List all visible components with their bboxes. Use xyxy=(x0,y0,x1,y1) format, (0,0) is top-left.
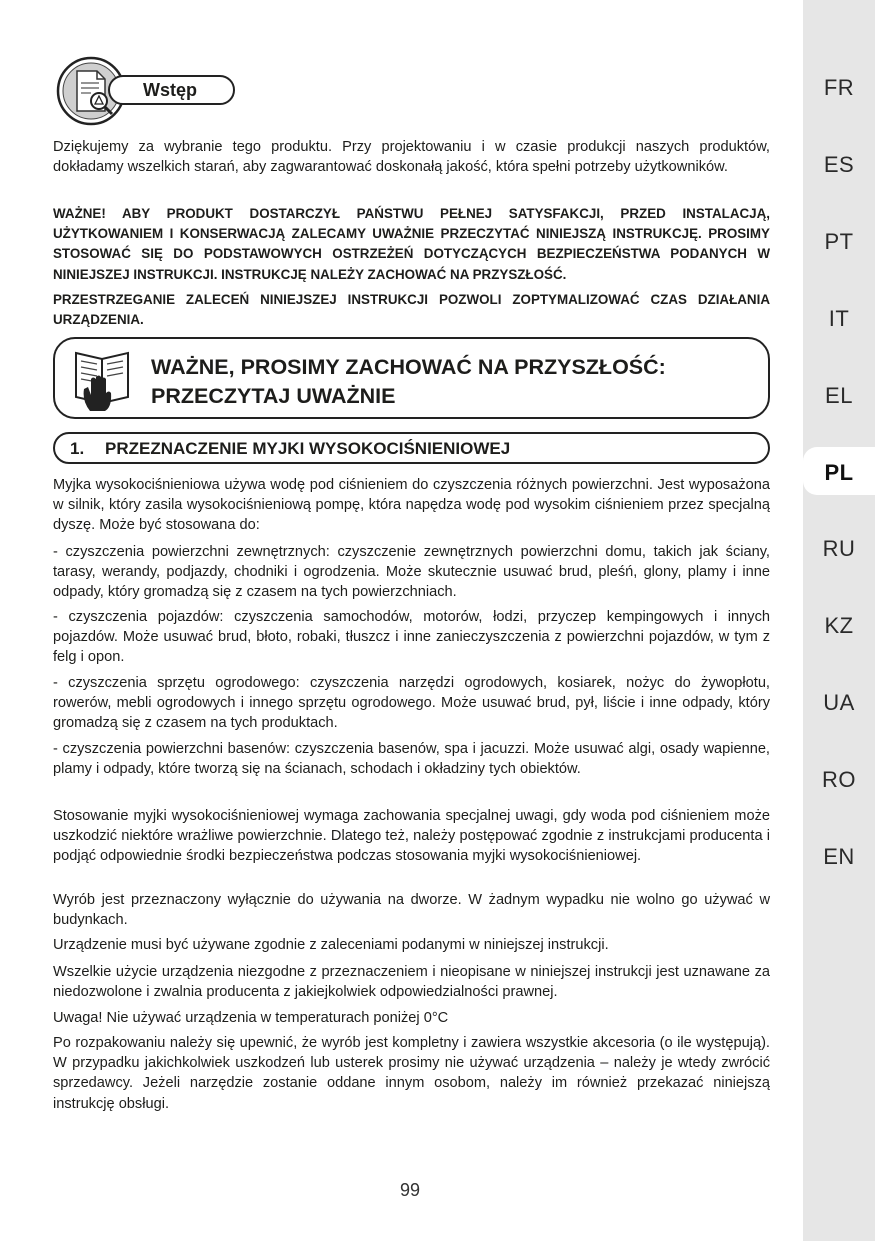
body-paragraph: - czyszczenia pojazdów: czyszczenia samochodów, motorów, łodzi, przyczep kempingowych i innych pojazdów. Może usuwać brud, błoto, robaki, tłuszcz i inne zanieczyszczenia z powierzchni pojazdów, w tym z felg i opon. xyxy=(53,609,770,666)
important-read-box xyxy=(53,337,770,419)
section-number: 1. xyxy=(70,439,85,458)
language-tab-it[interactable]: IT xyxy=(828,306,850,331)
section-title: PRZEZNACZENIE MYJKI WYSOKOCIŚNIENIOWEJ xyxy=(105,439,511,458)
body-paragraph: - czyszczenia powierzchni basenów: czyszczenia basenów, spa i jacuzzi. Może usuwać algi, osady wapienne, plamy i odpady, które tworzą się na ścianach, schodach i okładziny tych obiektów. xyxy=(53,741,770,778)
intro-paragraph: Dziękujemy za wybranie tego produktu. Przy projektowaniu i w czasie produkcji naszych produktów, dokładamy wszelkich starań, aby zagwarantować doskonałą jakość, która spełni potrzeby użytkowników. xyxy=(53,139,770,176)
language-tab-pl[interactable]: PL xyxy=(824,460,854,485)
body-paragraph: Myjka wysokociśnieniowa używa wodę pod ciśnieniem do czyszczenia różnych powierzchni. Jest wyposażona w silnik, który zasila wysokociśnieniową pompę, która napędza wodę pod wysokim ciśnieniem przez specjalną dyszę. Może być stosowana do: xyxy=(53,477,770,534)
page-number: 99 xyxy=(399,1180,421,1200)
section-heading xyxy=(70,438,510,460)
body-paragraph: Urządzenie musi być używane zgodnie z zaleceniami podanymi w niniejszej instrukcji. xyxy=(53,937,609,953)
body-paragraph: Stosowanie myjki wysokociśnieniowej wymaga zachowania specjalnej uwagi, gdy woda pod ciśnieniem może uszkodzić niektóre wrażliwe powierzchnie. Dlatego też, należy postępować zgodnie z instrukcjami producenta i podjąć odpowiednie środki bezpieczeństwa podczas stosowania myjki wysokociśnieniowej. xyxy=(53,808,770,865)
body-paragraph: Wszelkie użycie urządzenia niezgodne z przeznaczeniem i nieopisane w niniejszej instrukcji jest uznawane za niedozwolone i zwalnia producenta z jakiejkolwiek odpowiedzialności prawnej. xyxy=(53,964,770,1001)
important-title-line1: WAŻNE, PROSIMY ZACHOWAĆ NA PRZYSZŁOŚĆ: xyxy=(151,355,666,379)
language-tab-ua[interactable]: UA xyxy=(823,690,855,715)
language-tab-kz[interactable]: KZ xyxy=(824,613,854,638)
language-tab-ro[interactable]: RO xyxy=(822,767,856,792)
important-title xyxy=(151,353,666,411)
language-tab-fr[interactable]: FR xyxy=(823,75,855,100)
reading-hand-icon xyxy=(70,345,136,415)
language-sidebar xyxy=(803,0,875,1241)
body-paragraph: Wyrób jest przeznaczony wyłącznie do używania na dworze. W żadnym wypadku nie wolno go używać w budynkach. xyxy=(53,892,770,929)
body-paragraph: - czyszczenia sprzętu ogrodowego: czyszczenia narzędzi ogrodowych, kosiarek, nożyc do żywopłotu, rowerów, mebli ogrodowych i innego sprzętu ogrodowego. Może usuwać brud, pył, liście i inne odpady, który gromadzą się z czasem na tych produktach. xyxy=(53,675,770,732)
body-paragraph: Uwaga! Nie używać urządzenia w temperaturach poniżej 0°C xyxy=(53,1010,449,1026)
body-paragraph: Po rozpakowaniu należy się upewnić, że wyrób jest kompletny i zawiera wszystkie akcesoria (o ile występują). W przypadku jakichkolwiek uszkodzeń lub usterek prosimy nie używać urządzenia – należy je wtedy zwrócić sprzedawcy. Jeżeli narzędzie zostanie oddane innym osobom, należy im również przekazać niniejszą instrukcję obsługi. xyxy=(53,1035,770,1112)
language-tab-ru[interactable]: RU xyxy=(822,536,856,561)
language-tab-en[interactable]: EN xyxy=(823,844,855,869)
body-paragraph: - czyszczenia powierzchni zewnętrznych: czyszczenie zewnętrznych powierzchni domu, takich jak ściany, tarasy, werandy, podjazdy, chodniki i ogrodzenia. Może skutecznie usuwać brud, pleśń, glony, plamy i inne odpady, który gromadzą się z czasem na tych powierzchniach. xyxy=(53,544,770,601)
language-tab-es[interactable]: ES xyxy=(823,152,855,177)
language-tab-pt[interactable]: PT xyxy=(824,229,854,254)
optimization-notice: PRZESTRZEGANIE ZALECEŃ NINIEJSZEJ INSTRUKCJI POZWOLI ZOPTYMALIZOWAĆ CZAS DZIAŁANIA URZĄDZENIA. xyxy=(53,292,770,328)
section-heading-bar xyxy=(53,432,770,464)
language-tab-el[interactable]: EL xyxy=(825,383,853,408)
intro-title: Wstęp xyxy=(143,80,197,100)
important-notice: WAŻNE! ABY PRODUKT DOSTARCZYŁ PAŃSTWU PEŁNEJ SATYSFAKCJI, PRZED INSTALACJĄ, UŻYTKOWANIEM I KONSERWACJĄ ZALECAMY UWAŻNIE PRZECZYTAĆ NINIEJSZĄ INSTRUKCJĘ. PROSIMY STOSOWAĆ SIĘ DO PODSTAWOWYCH OSTRZEŻEŃ DOTYCZĄCYCH BEZPIECZEŃSTWA PODANYCH W NINIEJSZEJ INSTRUKCJI. INSTRUKCJĘ NALEŻY ZACHOWAĆ NA PRZYSZŁOŚĆ. xyxy=(53,206,770,282)
important-title-line2: PRZECZYTAJ UWAŻNIE xyxy=(151,384,396,408)
